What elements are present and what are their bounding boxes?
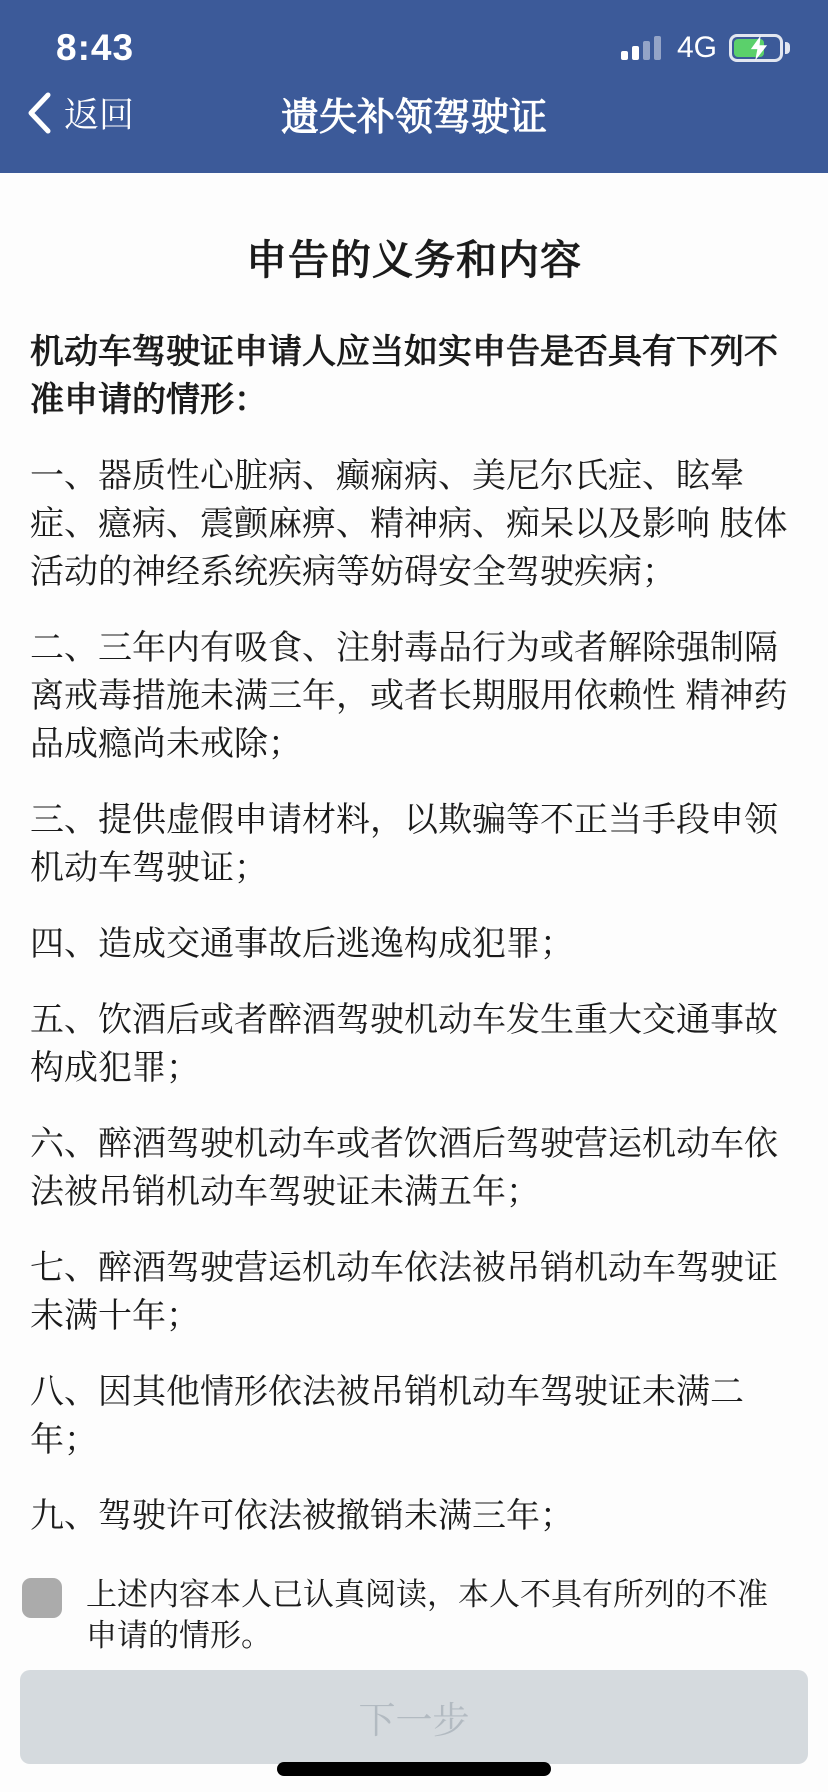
back-button-label: 返回 <box>64 96 135 135</box>
clause-8: 八、因其他情形依法被吊销机动车驾驶证未满二年； <box>30 1373 744 1459</box>
document-content <box>0 173 828 1792</box>
clause-2: 二、三年内有吸食、注射毒品行为或者解除强制隔离戒毒措施未满三年，或者长期服用依赖性 精神药品成瘾尚未戒除； <box>30 629 788 763</box>
agreement-row <box>30 1574 798 1656</box>
network-type-label: 4G <box>676 31 717 64</box>
clause-1: 一、器质性心脏病、癫痫病、美尼尔氏症、眩晕症、癔病、震颤麻痹、精神病、痴呆以及影响 肢体活动的神经系统疾病等妨碍安全驾驶疾病； <box>30 457 788 591</box>
status-bar <box>0 0 828 70</box>
back-button[interactable] <box>26 88 134 138</box>
clause-3: 三、提供虚假申请材料，以欺骗等不正当手段申领机动车驾驶证； <box>30 801 778 887</box>
agreement-checkbox[interactable] <box>22 1578 62 1618</box>
app-header <box>0 0 828 173</box>
nav-bar <box>0 70 828 156</box>
page-title: 遗失补领驾驶证 <box>280 96 547 139</box>
cellular-signal-icon <box>621 36 661 60</box>
home-indicator[interactable] <box>277 1762 551 1776</box>
clause-5: 五、饮酒后或者醉酒驾驶机动车发生重大交通事故构成犯罪； <box>30 1001 778 1087</box>
chevron-left-icon <box>26 91 52 135</box>
clause-9: 九、驾驶许可依法被撤销未满三年； <box>30 1497 574 1535</box>
document-intro: 机动车驾驶证申请人应当如实申告是否具有下列不准申请的情形： <box>30 333 778 419</box>
clause-7: 七、醉酒驾驶营运机动车依法被吊销机动车驾驶证未满十年； <box>30 1249 778 1335</box>
battery-charging-icon <box>729 34 790 62</box>
agreement-label: 上述内容本人已认真阅读，本人不具有所列的不准申请的情形。 <box>86 1577 768 1653</box>
status-icons <box>621 31 790 65</box>
next-step-button[interactable]: 下一步 <box>20 1670 808 1764</box>
clause-6: 六、醉酒驾驶机动车或者饮酒后驾驶营运机动车依法被吊销机动车驾驶证未满五年； <box>30 1125 778 1211</box>
status-time: 8:43 <box>56 27 135 68</box>
clause-4: 四、造成交通事故后逃逸构成犯罪； <box>30 925 574 963</box>
charging-bolt-icon <box>746 35 772 61</box>
document-heading: 申告的义务和内容 <box>246 237 582 283</box>
